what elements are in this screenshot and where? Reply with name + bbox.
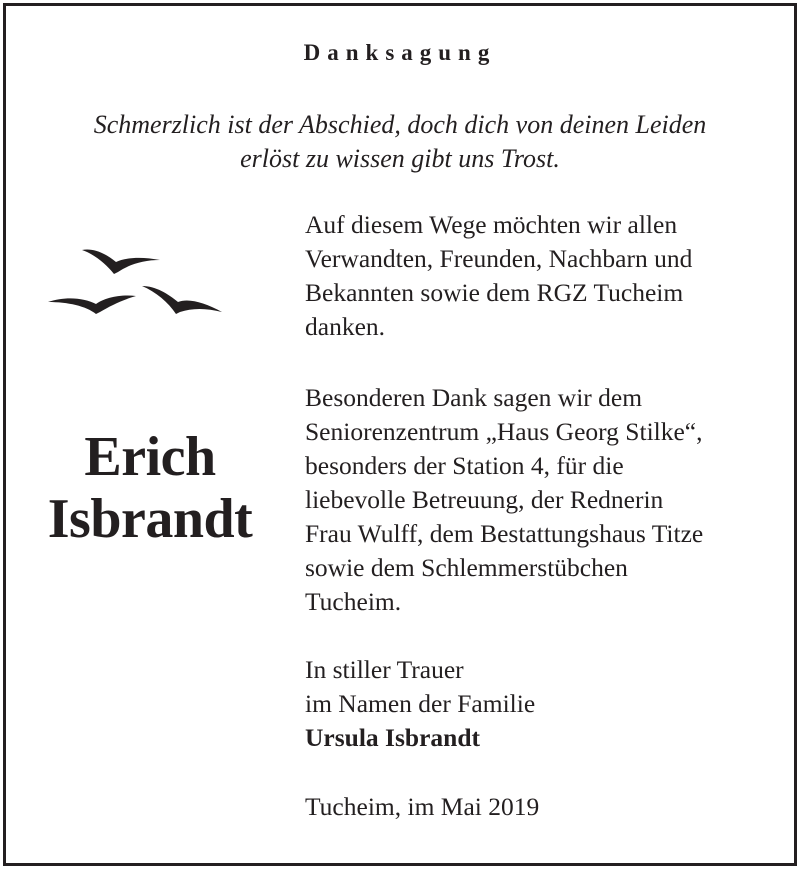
place-date-text: Tucheim, im Mai 2019 [305,792,540,821]
special-thanks-line: Seniorenzentrum „Haus Georg Stilke“, [305,417,703,446]
signature-line: im Namen der Familie [305,689,536,718]
special-thanks-line: Tucheim. [305,587,402,616]
special-thanks-line: sowie dem Schlemmerstübchen [305,553,628,582]
thanks-line: danken. [305,312,386,341]
quote-line: Schmerzlich ist der Abschied, doch dich von deinen Leiden [93,110,707,139]
thanks-line: Auf diesem Wege möchten wir allen [305,210,678,239]
deceased-last-name: Isbrandt [47,488,253,550]
special-thanks-line: liebevolle Betreuung, der Rednerin [305,485,664,514]
thanks-line: Verwandten, Freunden, Nachbarn und [305,244,693,273]
bird-icon [48,295,136,314]
deceased-first-name: Erich [84,426,216,488]
thanks-line: Bekannten sowie dem RGZ Tucheim [305,278,684,307]
deceased-name [0,426,300,550]
bird-icon [142,286,222,314]
special-thanks-paragraph [305,381,703,619]
place-and-date [305,790,539,824]
quote-line: erlöst zu wissen gibt uns Trost. [240,144,560,173]
special-thanks-line: Besonderen Dank sagen wir dem [305,383,643,412]
bird-icon [82,250,160,275]
signature-line: In stiller Trauer [305,655,464,684]
signature-name: Ursula Isbrandt [305,723,481,752]
birds-icon [44,244,234,324]
memorial-quote [0,108,800,176]
special-thanks-line: besonders der Station 4, für die [305,451,624,480]
signature-block [305,653,535,755]
notice-heading: Danksagung [303,40,497,65]
special-thanks-line: Frau Wulff, dem Bestattungshaus Titze [305,519,704,548]
thanks-paragraph [305,208,692,344]
